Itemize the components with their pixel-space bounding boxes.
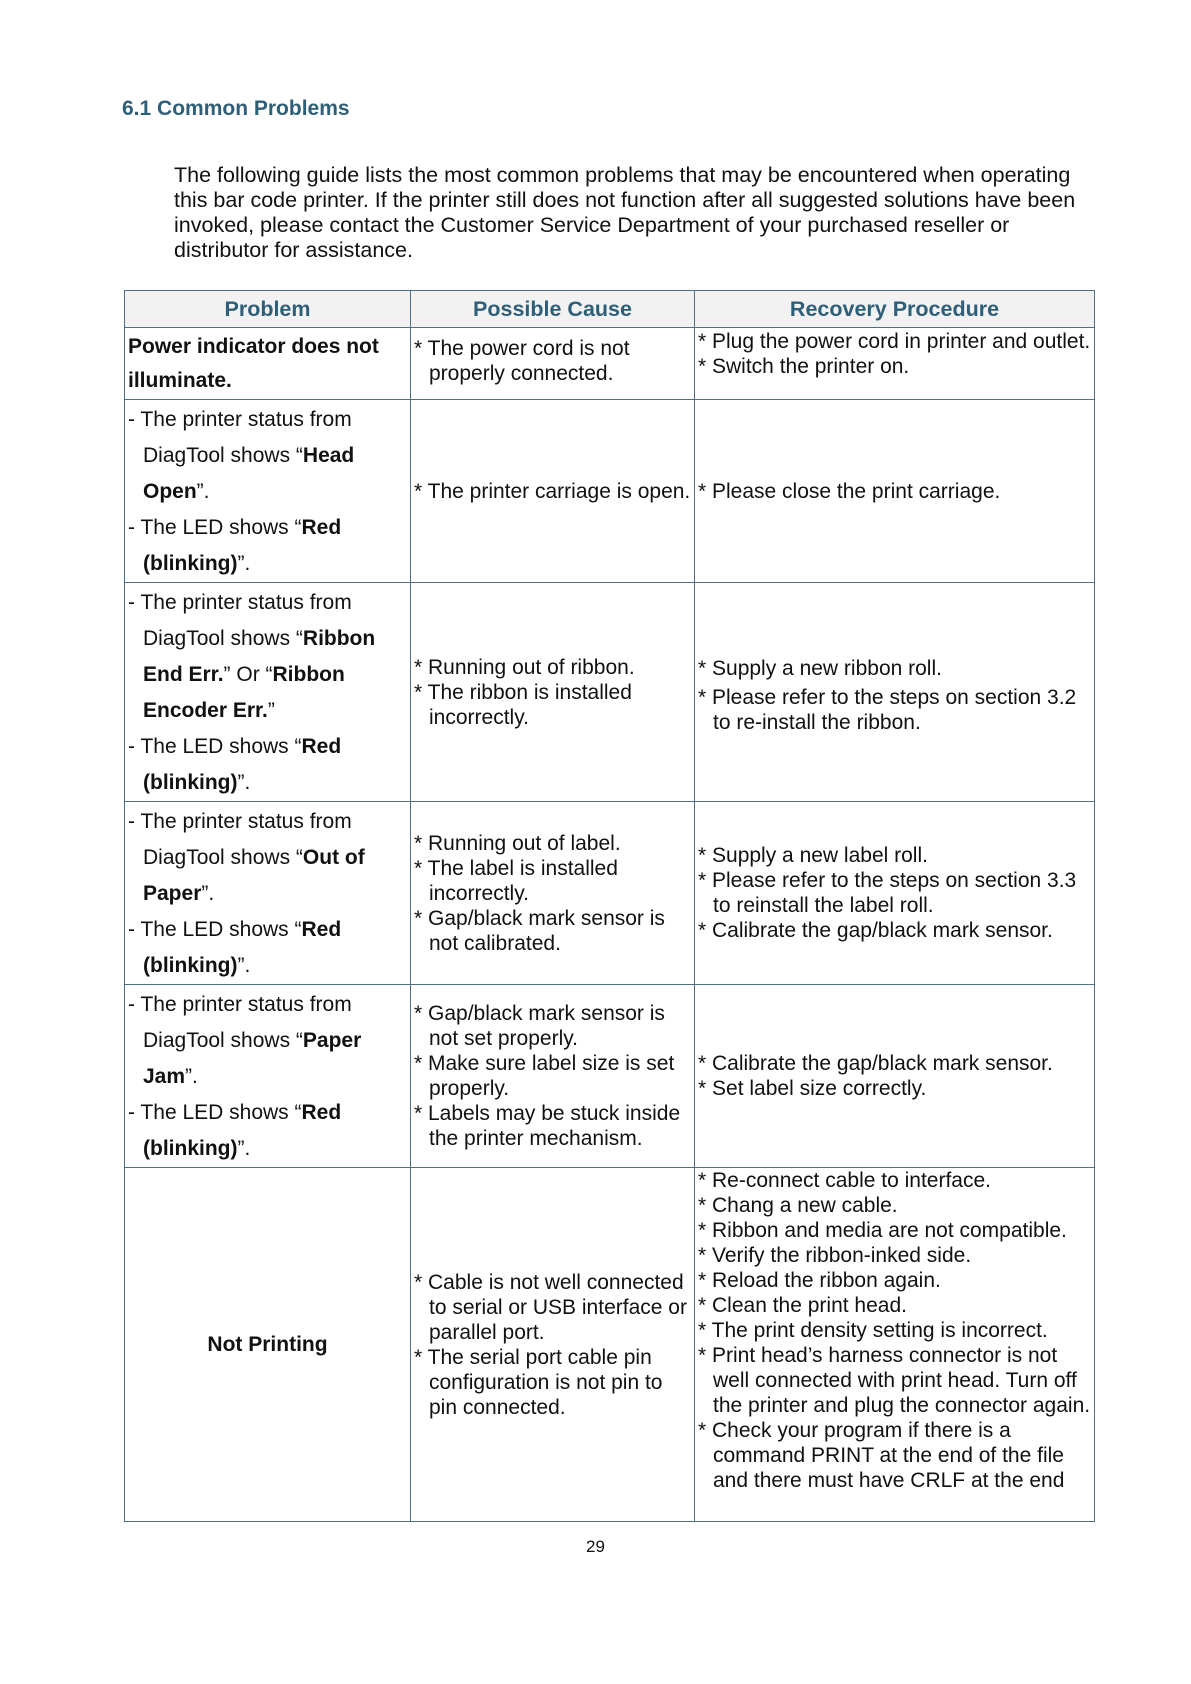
recovery-item: * Please refer to the steps on section 3.2 to re-install the ribbon. bbox=[698, 685, 1077, 734]
recovery-item: * Verify the ribbon-inked side. bbox=[698, 1244, 972, 1267]
cause-item: * The power cord is not properly connected. bbox=[414, 337, 630, 385]
cause-item: * Cable is not well connected to serial or USB interface or parallel port. bbox=[414, 1270, 687, 1344]
problem-text: Not Printing bbox=[207, 1332, 328, 1356]
recovery-item: * Please close the print carriage. bbox=[698, 479, 1001, 503]
problem-cell bbox=[125, 802, 411, 985]
recovery-item: * Ribbon and media are not compatible. bbox=[698, 1219, 1067, 1242]
cause-cell bbox=[411, 583, 695, 802]
cause-item: * The label is installed incorrectly. bbox=[414, 856, 618, 905]
intro-paragraph: The following guide lists the most common problems that may be encountered when operating this bar code printer. If the printer still does not function after all suggested solutions have been invoked, please contact the Customer Service Department of your purchased reseller or distributor for assistance. bbox=[174, 163, 1076, 262]
table-header-row bbox=[125, 291, 1095, 328]
cause-item: * The printer carriage is open. bbox=[414, 479, 691, 503]
table-row bbox=[125, 583, 1095, 802]
header-problem: Problem bbox=[125, 291, 411, 328]
problem-led-line: - The LED shows “Red (blinking)”. bbox=[128, 918, 342, 977]
cause-item: * The ribbon is installed incorrectly. bbox=[414, 680, 632, 729]
recovery-cell bbox=[695, 328, 1095, 400]
recovery-item: * Calibrate the gap/black mark sensor. bbox=[698, 919, 1053, 942]
recovery-item: * Check your program if there is a command PRINT at the end of the file and there must have CRLF at the end bbox=[698, 1419, 1065, 1492]
cause-cell bbox=[411, 328, 695, 400]
cause-cell bbox=[411, 985, 695, 1168]
cause-item: * Labels may be stuck inside the printer mechanism. bbox=[414, 1102, 681, 1150]
recovery-item: * Set label size correctly. bbox=[698, 1077, 927, 1100]
cause-item: * Running out of label. bbox=[414, 831, 621, 855]
recovery-item: * Switch the printer on. bbox=[698, 355, 910, 378]
recovery-item: * Re-connect cable to interface. bbox=[698, 1169, 991, 1192]
cause-item: * Make sure label size is set properly. bbox=[414, 1052, 675, 1100]
header-possible-cause: Possible Cause bbox=[411, 291, 695, 328]
troubleshooting-table bbox=[124, 290, 1095, 1522]
table-row bbox=[125, 1168, 1095, 1522]
table-row bbox=[125, 802, 1095, 985]
problem-led-line: - The LED shows “Red (blinking)”. bbox=[128, 516, 342, 575]
cause-item: * Gap/black mark sensor is not set properly. bbox=[414, 1002, 665, 1050]
problem-cell bbox=[125, 328, 411, 400]
problem-text: Power indicator does not illuminate. bbox=[128, 334, 379, 392]
recovery-item: * Plug the power cord in printer and outlet. bbox=[698, 330, 1091, 353]
problem-led-line: - The LED shows “Red (blinking)”. bbox=[128, 1101, 342, 1160]
recovery-item: * Reload the ribbon again. bbox=[698, 1269, 941, 1292]
recovery-item: * Supply a new label roll. bbox=[698, 844, 928, 867]
cause-cell bbox=[411, 802, 695, 985]
recovery-item: * Please refer to the steps on section 3.3 to reinstall the label roll. bbox=[698, 869, 1077, 917]
problem-status-line: - The printer status from DiagTool shows “Out of Paper”. bbox=[128, 810, 365, 905]
table-row bbox=[125, 328, 1095, 400]
problem-cell bbox=[125, 583, 411, 802]
recovery-cell bbox=[695, 985, 1095, 1168]
table-row bbox=[125, 985, 1095, 1168]
cause-item: * The serial port cable pin configuration is not pin to pin connected. bbox=[414, 1345, 663, 1419]
recovery-item: * The print density setting is incorrect. bbox=[698, 1319, 1048, 1342]
recovery-cell bbox=[695, 400, 1095, 583]
problem-cell bbox=[125, 1168, 411, 1522]
page-number: 29 bbox=[586, 1537, 605, 1556]
cause-cell bbox=[411, 400, 695, 583]
section-heading: 6.1 Common Problems bbox=[122, 97, 350, 120]
problem-cell bbox=[125, 400, 411, 583]
cause-cell bbox=[411, 1168, 695, 1522]
problem-status-line: - The printer status from DiagTool shows “Paper Jam”. bbox=[128, 993, 362, 1088]
problem-cell bbox=[125, 985, 411, 1168]
recovery-item: * Calibrate the gap/black mark sensor. bbox=[698, 1052, 1053, 1075]
header-recovery-procedure: Recovery Procedure bbox=[695, 291, 1095, 328]
recovery-item: * Clean the print head. bbox=[698, 1294, 907, 1317]
problem-status-line: - The printer status from DiagTool shows “Head Open”. bbox=[128, 408, 355, 503]
table-row bbox=[125, 400, 1095, 583]
cause-item: * Gap/black mark sensor is not calibrated. bbox=[414, 906, 665, 955]
recovery-item: * Print head’s harness connector is not well connected with print head. Turn off the printer and plug the connector again. bbox=[698, 1344, 1091, 1417]
problem-status-line: - The printer status from DiagTool shows “Ribbon End Err.” Or “Ribbon Encoder Err.” bbox=[128, 591, 376, 722]
recovery-item: * Supply a new ribbon roll. bbox=[698, 656, 942, 680]
recovery-item: * Chang a new cable. bbox=[698, 1194, 898, 1217]
problem-led-line: - The LED shows “Red (blinking)”. bbox=[128, 735, 342, 794]
recovery-cell bbox=[695, 802, 1095, 985]
recovery-cell bbox=[695, 583, 1095, 802]
cause-item: * Running out of ribbon. bbox=[414, 655, 635, 679]
recovery-cell bbox=[695, 1168, 1095, 1522]
